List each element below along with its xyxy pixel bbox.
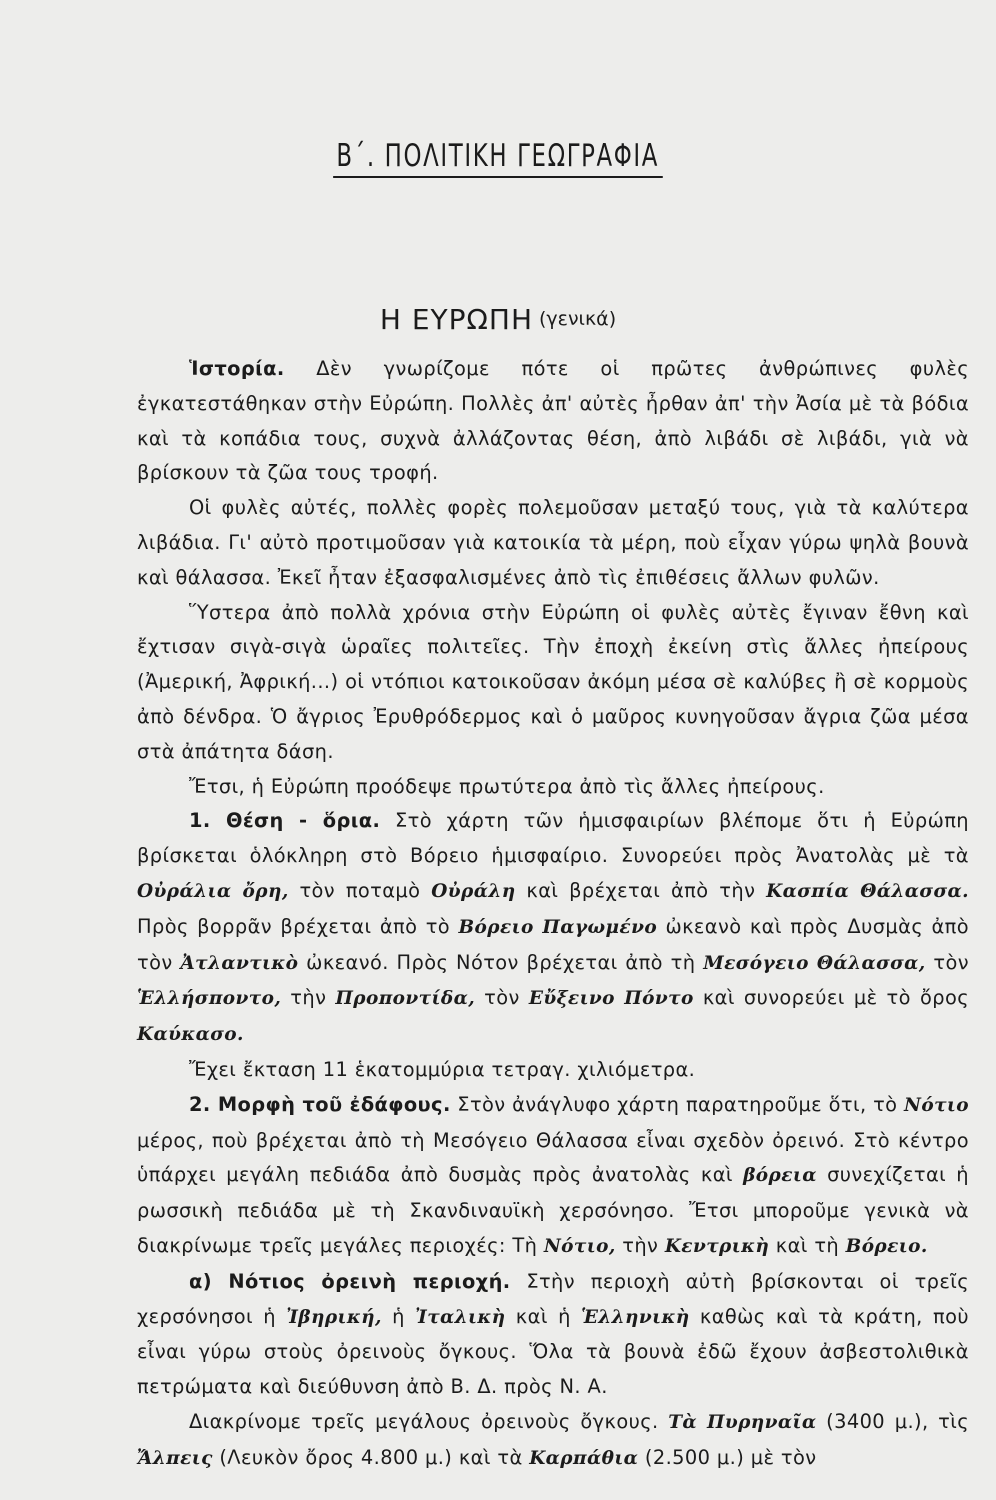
position-label: 1. Θέση - ὅρια. — [189, 809, 381, 833]
body-text — [137, 352, 969, 1477]
south-label: α) Νότιος ὀρεινὴ περιοχή. — [189, 1269, 511, 1293]
chapter-subtitle: (γενικά) — [539, 308, 617, 330]
section-title: Β΄. ΠΟΛΙΤΙΚΗ ΓΕΩΓΡΑΦΙΑ — [0, 138, 996, 178]
mountains-paragraph: Διακρίνομε τρεῖς μεγάλους ὀρεινοὺς ὄγκους. Τὰ Πυρηναῖα (3400 μ.), τὶς Ἄλπεις (Λευκὸν ὄρος 4.800 μ.) καὶ τὰ Καρπάθια (2.500 μ.) μὲ τὸν — [137, 1409, 969, 1469]
south-paragraph: α) Νότιος ὀρεινὴ περιοχή. Στὴν περιοχὴ αὐτὴ βρίσκονται οἱ τρεῖς χερσόνησοι ἡ Ἰβηρική, ἡ Ἰταλικὴ καὶ ἡ Ἑλληνικὴ καθὼς καὶ τὰ κράτη, ποὺ εἶναι γύρω στοὺς ὀρεινοὺς ὄγκους. Ὅλα τὰ βουνὰ ἐδῶ ἔχουν ἀσβεστολιθικὰ πετρώματα καὶ διεύθυνση ἀπὸ Β. Δ. πρὸς Ν. Α. — [137, 1269, 969, 1399]
relief-paragraph: 2. Μορφὴ τοῦ ἐδάφους. Στὸν ἀνάγλυφο χάρτη παρατηροῦμε ὅτι, τὸ Νότιο μέρος, ποὺ βρέχεται ἀπὸ τὴ Μεσόγειο Θάλασσα εἶναι σχεδὸν ὀρεινό. Στὸ κέντρο ὑπάρχει μεγάλη πεδιάδα ἀπὸ δυσμὰς πρὸς ἀνατολὰς καὶ βόρεια συνεχίζεται ἡ ρωσσικὴ πεδιάδα μὲ τὴ Σκανδιναυϊκὴ χερσόνησο. Ἔτσι μποροῦμε γενικὰ νὰ διακρίνωμε τρεῖς μεγάλες περιοχές: Τὴ Νότιο, τὴν Κεντρικὴ καὶ τὴ Βόρειο. — [137, 1092, 970, 1257]
position-paragraph: 1. Θέση - ὅρια. Στὸ χάρτη τῶν ἡμισφαιρίων βλέπομε ὅτι ἡ Εὐρώπη βρίσκεται ὁλόκληρη στὸ Βόρειο ἡμισφαίριο. Συνορεύει πρὸς Ἀνατολὰς μὲ τὰ Οὐράλια ὄρη, τὸν ποταμὸ Οὐράλη καὶ βρέχεται ἀπὸ τὴν Κασπία Θάλασσα. Πρὸς βορρᾶν βρέχεται ἀπὸ τὸ Βόρειο Παγωμένο ὠκεανὸ καὶ πρὸς Δυσμὰς ἀπὸ τὸν Ἀτλαντικὸ ὠκεανό. Πρὸς Νότον βρέχεται ἀπὸ τὴ Μεσόγειο Θάλασσα, τὸν Ἑλλήσποντο, τὴν Προποντίδα, τὸν Εὔξεινο Πόντο καὶ συνορεύει μὲ τὸ ὄρος Καύκασο. — [137, 809, 970, 1046]
history-label: Ἱστορία. — [189, 357, 285, 380]
history-paragraph-2: Οἱ φυλὲς αὐτές, πολλὲς φορὲς πολεμοῦσαν μεταξύ τους, γιὰ τὰ καλύτερα λιβάδια. Γι' αὐτὸ προτιμοῦσαν γιὰ κατοικία τὰ μέρη, ποὺ εἶχαν γύρω ψηλὰ βουνὰ καὶ θάλασσα. Ἐκεῖ ἦταν ἐξασφαλισμένες ἀπὸ τὶς ἐπιθέσεις ἄλλων φυλῶν. — [137, 496, 969, 589]
history-paragraph-4: Ἔτσι, ἡ Εὐρώπη προόδεψε πρωτύτερα ἀπὸ τὶς ἄλλες ἠπείρους. — [189, 774, 825, 798]
history-paragraph: Ἱστορία. Δὲν γνωρίζομε πότε οἱ πρῶτες ἀνθρώπινες φυλὲς ἐγκατεστάθηκαν στὴν Εὐρώπη. Πολλὲς ἀπ' αὐτὲς ἦρθαν ἀπ' τὴν Ἀσία μὲ τὰ βόδια καὶ τὰ κοπάδια τους, συχνὰ ἀλλάζοντας θέση, ἀπὸ λιβάδι σὲ λιβάδι, γιὰ νὰ βρίσκουν τὰ ζῶα τους τροφή. — [137, 357, 969, 485]
area-paragraph: Ἔχει ἔκταση 11 ἑκατομμύρια τετραγ. χιλιόμετρα. — [189, 1057, 696, 1081]
relief-label: 2. Μορφὴ τοῦ ἐδάφους. — [189, 1092, 451, 1116]
history-paragraph-3: Ὕστερα ἀπὸ πολλὰ χρόνια στὴν Εὐρώπη οἱ φυλὲς αὐτὲς ἔγιναν ἔθνη καὶ ἔχτισαν σιγὰ-σιγὰ ὡραῖες πολιτεῖες. Τὴν ἐποχὴ ἐκείνη στὶς ἄλλες ἠπείρους (Ἀμερική, Ἀφρική...) οἱ ντόπιοι κατοικοῦσαν ἀκόμη μέσα σὲ καλύβες ἢ σὲ κορμοὺς ἀπὸ δένδρα. Ὁ ἄγριος Ἐρυθρόδερμος καὶ ὁ μαῦρος κυνηγοῦσαν ἄγρια ζῶα μέσα στὰ ἀπάτητα δάση. — [137, 600, 969, 763]
chapter-title: Η ΕΥΡΩΠΗ — [379, 303, 534, 336]
chapter-heading — [0, 303, 996, 336]
